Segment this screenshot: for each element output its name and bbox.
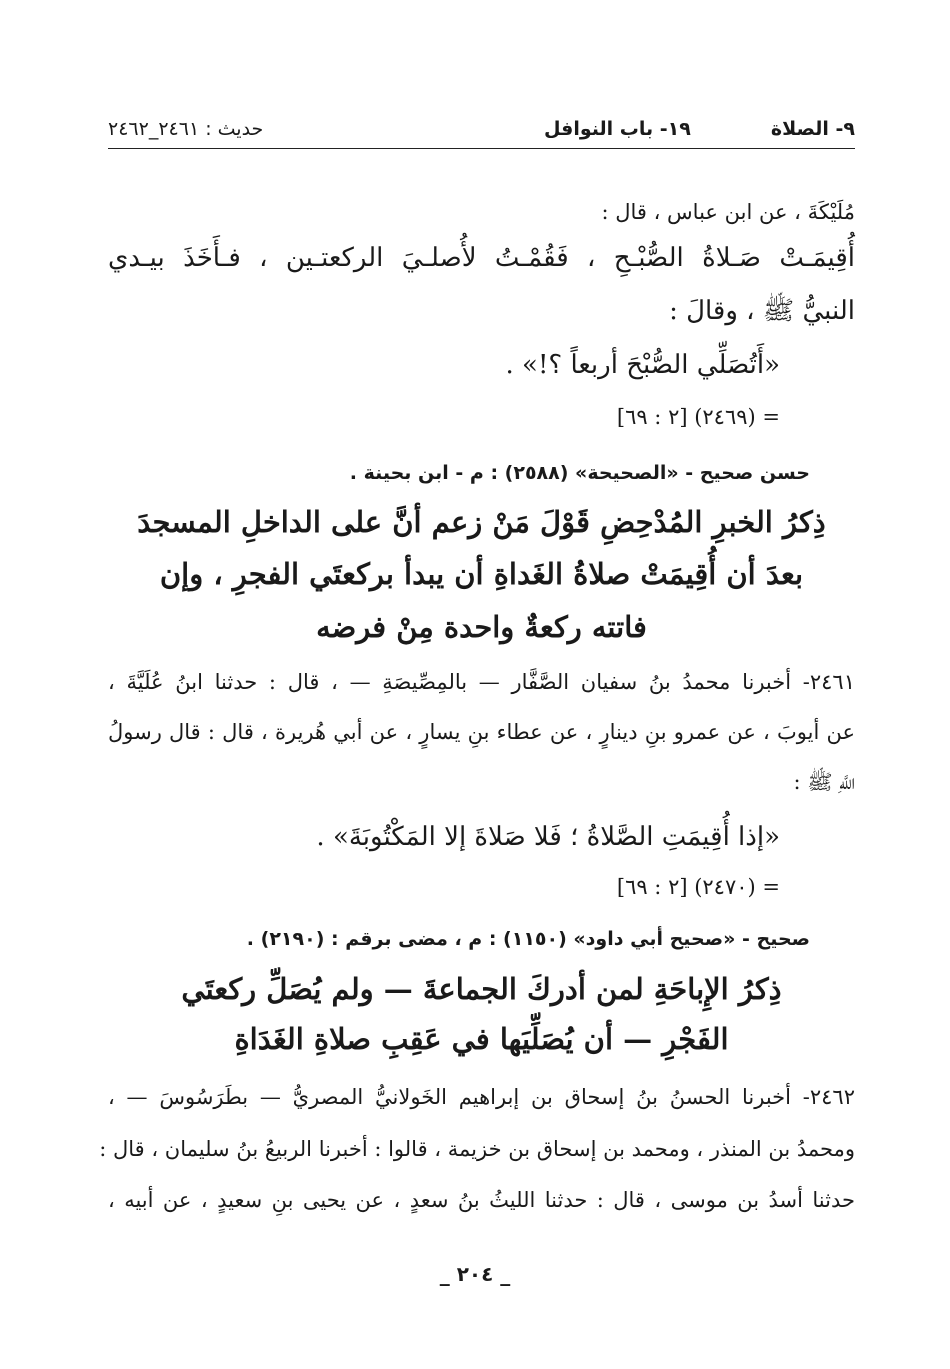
text-line: مُلَيْكَةَ ، عن ابن عباس ، قال : <box>601 200 855 224</box>
grading-note: صحيح - «صحيح أبي داود» (١١٥٠) : م ، مضى برقم : (٢١٩٠) . <box>246 928 810 950</box>
grading-note: حسن صحيح - «الصحيحة» (٢٥٨٨) : م - ابن بحينة . <box>349 462 810 484</box>
isnad-line: عن أيوبَ ، عن عمرو بنِ دينارٍ ، عن عطاء بنِ يسارٍ ، عن أبي هُريرة ، قال : قال رسولُ <box>108 720 855 744</box>
header-divider <box>108 148 855 149</box>
section-title: ١٩- باب النوافل <box>543 118 691 140</box>
chapter-title: ٩- الصلاة <box>770 118 855 140</box>
hadith-text-line: النبيُّ ﷺ ، وقالَ : <box>669 296 855 326</box>
isnad-line: ٢٤٦٢- أخبرنا الحسنُ بنُ إسحاق بن إبراهيم الخَولانيُّ المصريُّ — بطَرَسُوسَ — ، <box>108 1085 855 1109</box>
page-number: _ ٢٠٤ _ <box>439 1262 511 1286</box>
running-header <box>108 112 855 146</box>
cross-reference: = (٢٤٧٠) [٢ : ٦٩] <box>616 875 780 899</box>
prophetic-saying: «إذا أُقِيمَتِ الصَّلاةُ ؛ فَلا صَلاةَ إلا المَكْتُوبَةَ» . <box>316 822 780 852</box>
isnad-line: حدثنا أسدُ بن موسى ، قال : حدثنا الليثُ بنُ سعدٍ ، عن يحيى بنِ سعيدٍ ، عن أبيه ، <box>108 1188 855 1212</box>
isnad-line: اللَّهِ ﷺ : <box>793 770 855 794</box>
chapter-heading: بعدَ أن أُقِيمَتْ صلاةُ الغَداةِ أن يبدأ بركعتَي الفجرِ ، وإن <box>159 557 804 591</box>
chapter-heading: ذِكرُ الإِباحَةِ لمن أدركَ الجماعةَ — ولم يُصَلِّ ركعتَي <box>181 972 782 1006</box>
chapter-heading: الفَجْرِ — أن يُصَلِّيَها في عَقِبِ صلاةِ الغَدَاةِ <box>234 1022 729 1056</box>
isnad-line: ومحمدُ بن المنذر ، ومحمد بن إسحاق بن خزيمة ، قالوا : أخبرنا الربيعُ بنُ سليمان ، قال : <box>99 1137 855 1161</box>
hadith-range: حديث : ٢٤٦١_٢٤٦٢ <box>108 118 264 140</box>
prophetic-saying: «أَتُصَلِّي الصُّبْحَ أربعاً ؟!» . <box>505 350 780 380</box>
isnad-line: ٢٤٦١- أخبرنا محمدُ بنُ سفيان الصَّفَّار — بالمِصِّيصَةِ — ، قال : حدثنا ابنُ عُلَيَّةَ ، <box>108 670 855 694</box>
hadith-text-line: أُقِيمَـتْ صَـلاةُ الصُّبْـحِ ، فَقُمْـتُ لأُصلـيَ الركعتـين ، فـأَخَذَ بيـدي <box>108 243 855 273</box>
chapter-heading: فاتته ركعةٌ واحدة مِنْ فرضه <box>316 610 647 644</box>
chapter-heading: ذِكرُ الخبرِ المُدْحِضِ قَوْلَ مَنْ زعم أنَّ على الداخلِ المسجدَ <box>137 505 826 539</box>
cross-reference: = (٢٤٦٩) [٢ : ٦٩] <box>616 405 780 429</box>
